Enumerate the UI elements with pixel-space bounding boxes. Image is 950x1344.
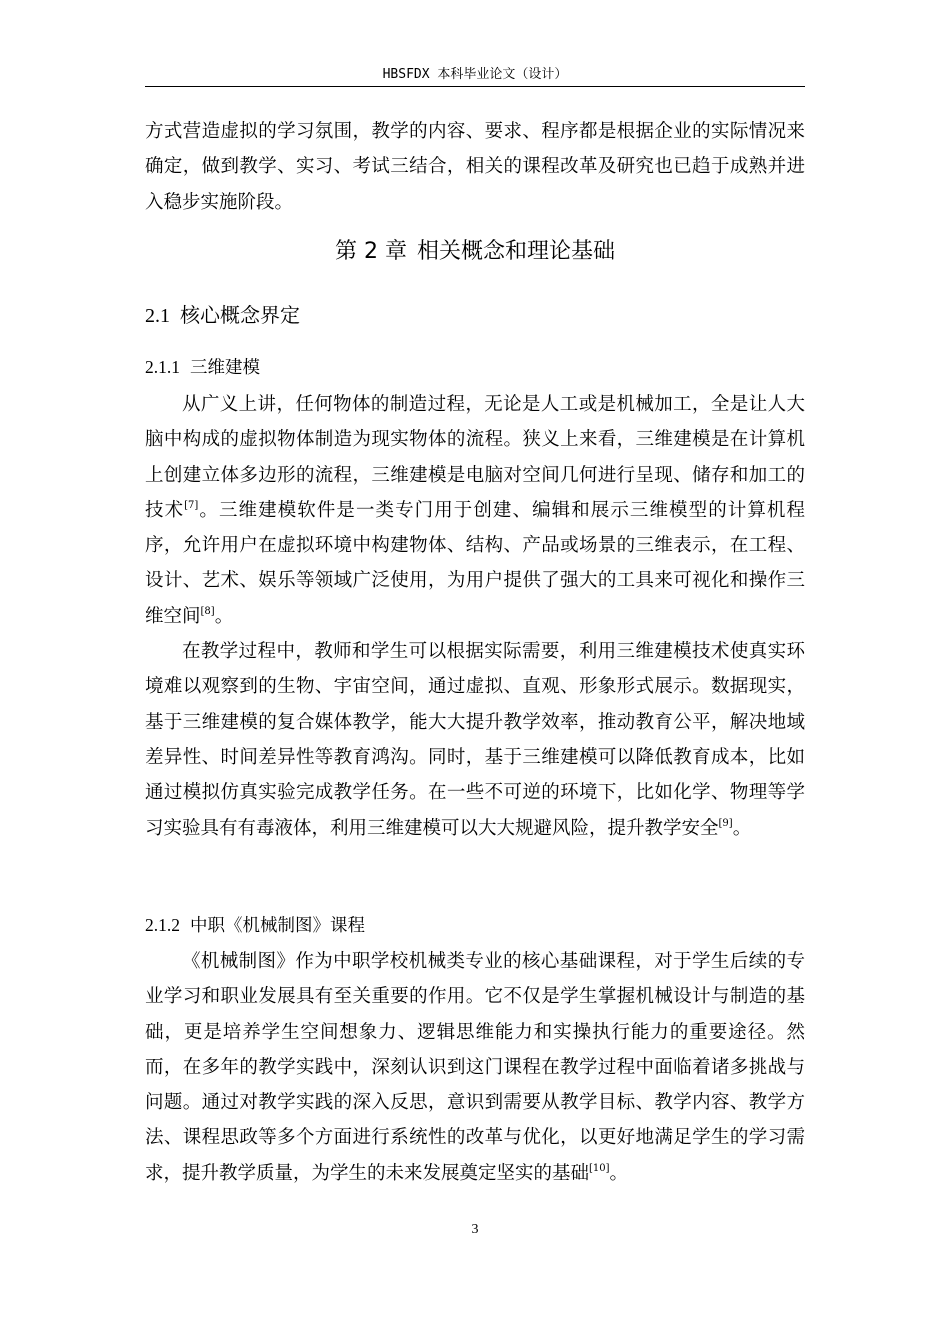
paragraph-text: 。三维建模软件是一类专门用于创建、编辑和展示三维模型的计算机程序，允许用户在虚拟环境中构建物体、结构、产品或场景的三维表示，在工程、设计、艺术、娱乐等领域广泛使用，为用户提供了强大的工具来可视化和操作三维空间: [145, 499, 805, 627]
chapter-title: [145, 234, 805, 270]
citation-ref: [9]: [718, 817, 733, 829]
paragraph-3d-modeling-teaching: [145, 634, 805, 846]
paragraph-text: 《机械制图》作为中职学校机械类专业的核心基础课程，对于学生后续的专业学习和职业发展具有至关重要的作用。它不仅是学生掌握机械设计与制造的基础，更是培养学生空间想象力、逻辑思维能力和实操执行能力的重要途径。然而，在多年的教学实践中，深刻认识到这门课程在教学过程中面临着诸多挑战与问题。通过对教学实践的深入反思，意识到需要从教学目标、教学内容、教学方法、课程思政等多个方面进行系统性的改革与优化，以更好地满足学生的学习需求，提升教学质量，为学生的未来发展奠定坚实的基础: [145, 951, 805, 1184]
page-number: 3: [471, 1222, 479, 1237]
citation-ref: [10]: [589, 1162, 610, 1174]
subsection-number-2: 2.1.2: [145, 915, 180, 935]
paragraph-3d-modeling-definition: [145, 387, 805, 634]
running-header: HBSFDX 本科毕业论文（设计）: [382, 67, 568, 82]
paragraph-text: 。: [732, 817, 752, 839]
paragraph-text: 从广义上讲，任何物体的制造过程，无论是人工或是机械加工，全是让人大脑中构成的虚拟物体制造为现实物体的流程。狭义上来看，三维建模是在计算机上创建立体多边形的流程，三维建模是电脑对空间几何进行呈现、储存和加工的技术: [145, 394, 805, 521]
citation-ref: [8]: [200, 605, 215, 617]
section-title-text: 核心概念界定: [180, 303, 300, 327]
subsection-title-1: [145, 352, 805, 383]
subsection-title-text-1: 三维建模: [190, 358, 260, 378]
paragraph-text: 。: [609, 1162, 629, 1184]
subsection-body-2: [145, 944, 805, 1191]
paragraph-mechanical-drawing-course: [145, 944, 805, 1191]
header-rule: [145, 86, 805, 87]
subsection-number-1: 2.1.1: [145, 357, 180, 377]
chapter-title-text: 相关概念和理论基础: [416, 239, 615, 264]
section-number: 2.1: [145, 305, 170, 327]
section-title: [145, 298, 805, 333]
subsection-title-2: [145, 910, 805, 941]
paragraph-text: 。: [214, 605, 234, 627]
subsection-title-text-2: 中职《机械制图》课程: [190, 916, 365, 936]
citation-ref: [7]: [184, 499, 199, 511]
chapter-number: 第 2 章: [335, 239, 407, 264]
subsection-body-1: [145, 387, 805, 846]
intro-block: [145, 114, 805, 220]
intro-paragraph: 方式营造虚拟的学习氛围，教学的内容、要求、程序都是根据企业的实际情况来确定，做到教学、实习、考试三结合，相关的课程改革及研究也已趋于成熟并进入稳步实施阶段。: [145, 121, 805, 213]
paragraph-text: 在教学过程中，教师和学生可以根据实际需要，利用三维建模技术使真实环境难以观察到的生物、宇宙空间，通过虚拟、直观、形象形式展示。数据现实，基于三维建模的复合媒体教学，能大大提升教学效率，推动教育公平，解决地域差异性、时间差异性等教育鸿沟。同时，基于三维建模可以降低教育成本，比如通过模拟仿真实验完成教学任务。在一些不可逆的环境下，比如化学、物理等学习实验具有有毒液体，利用三维建模可以大大规避风险，提升教学安全: [145, 641, 805, 839]
